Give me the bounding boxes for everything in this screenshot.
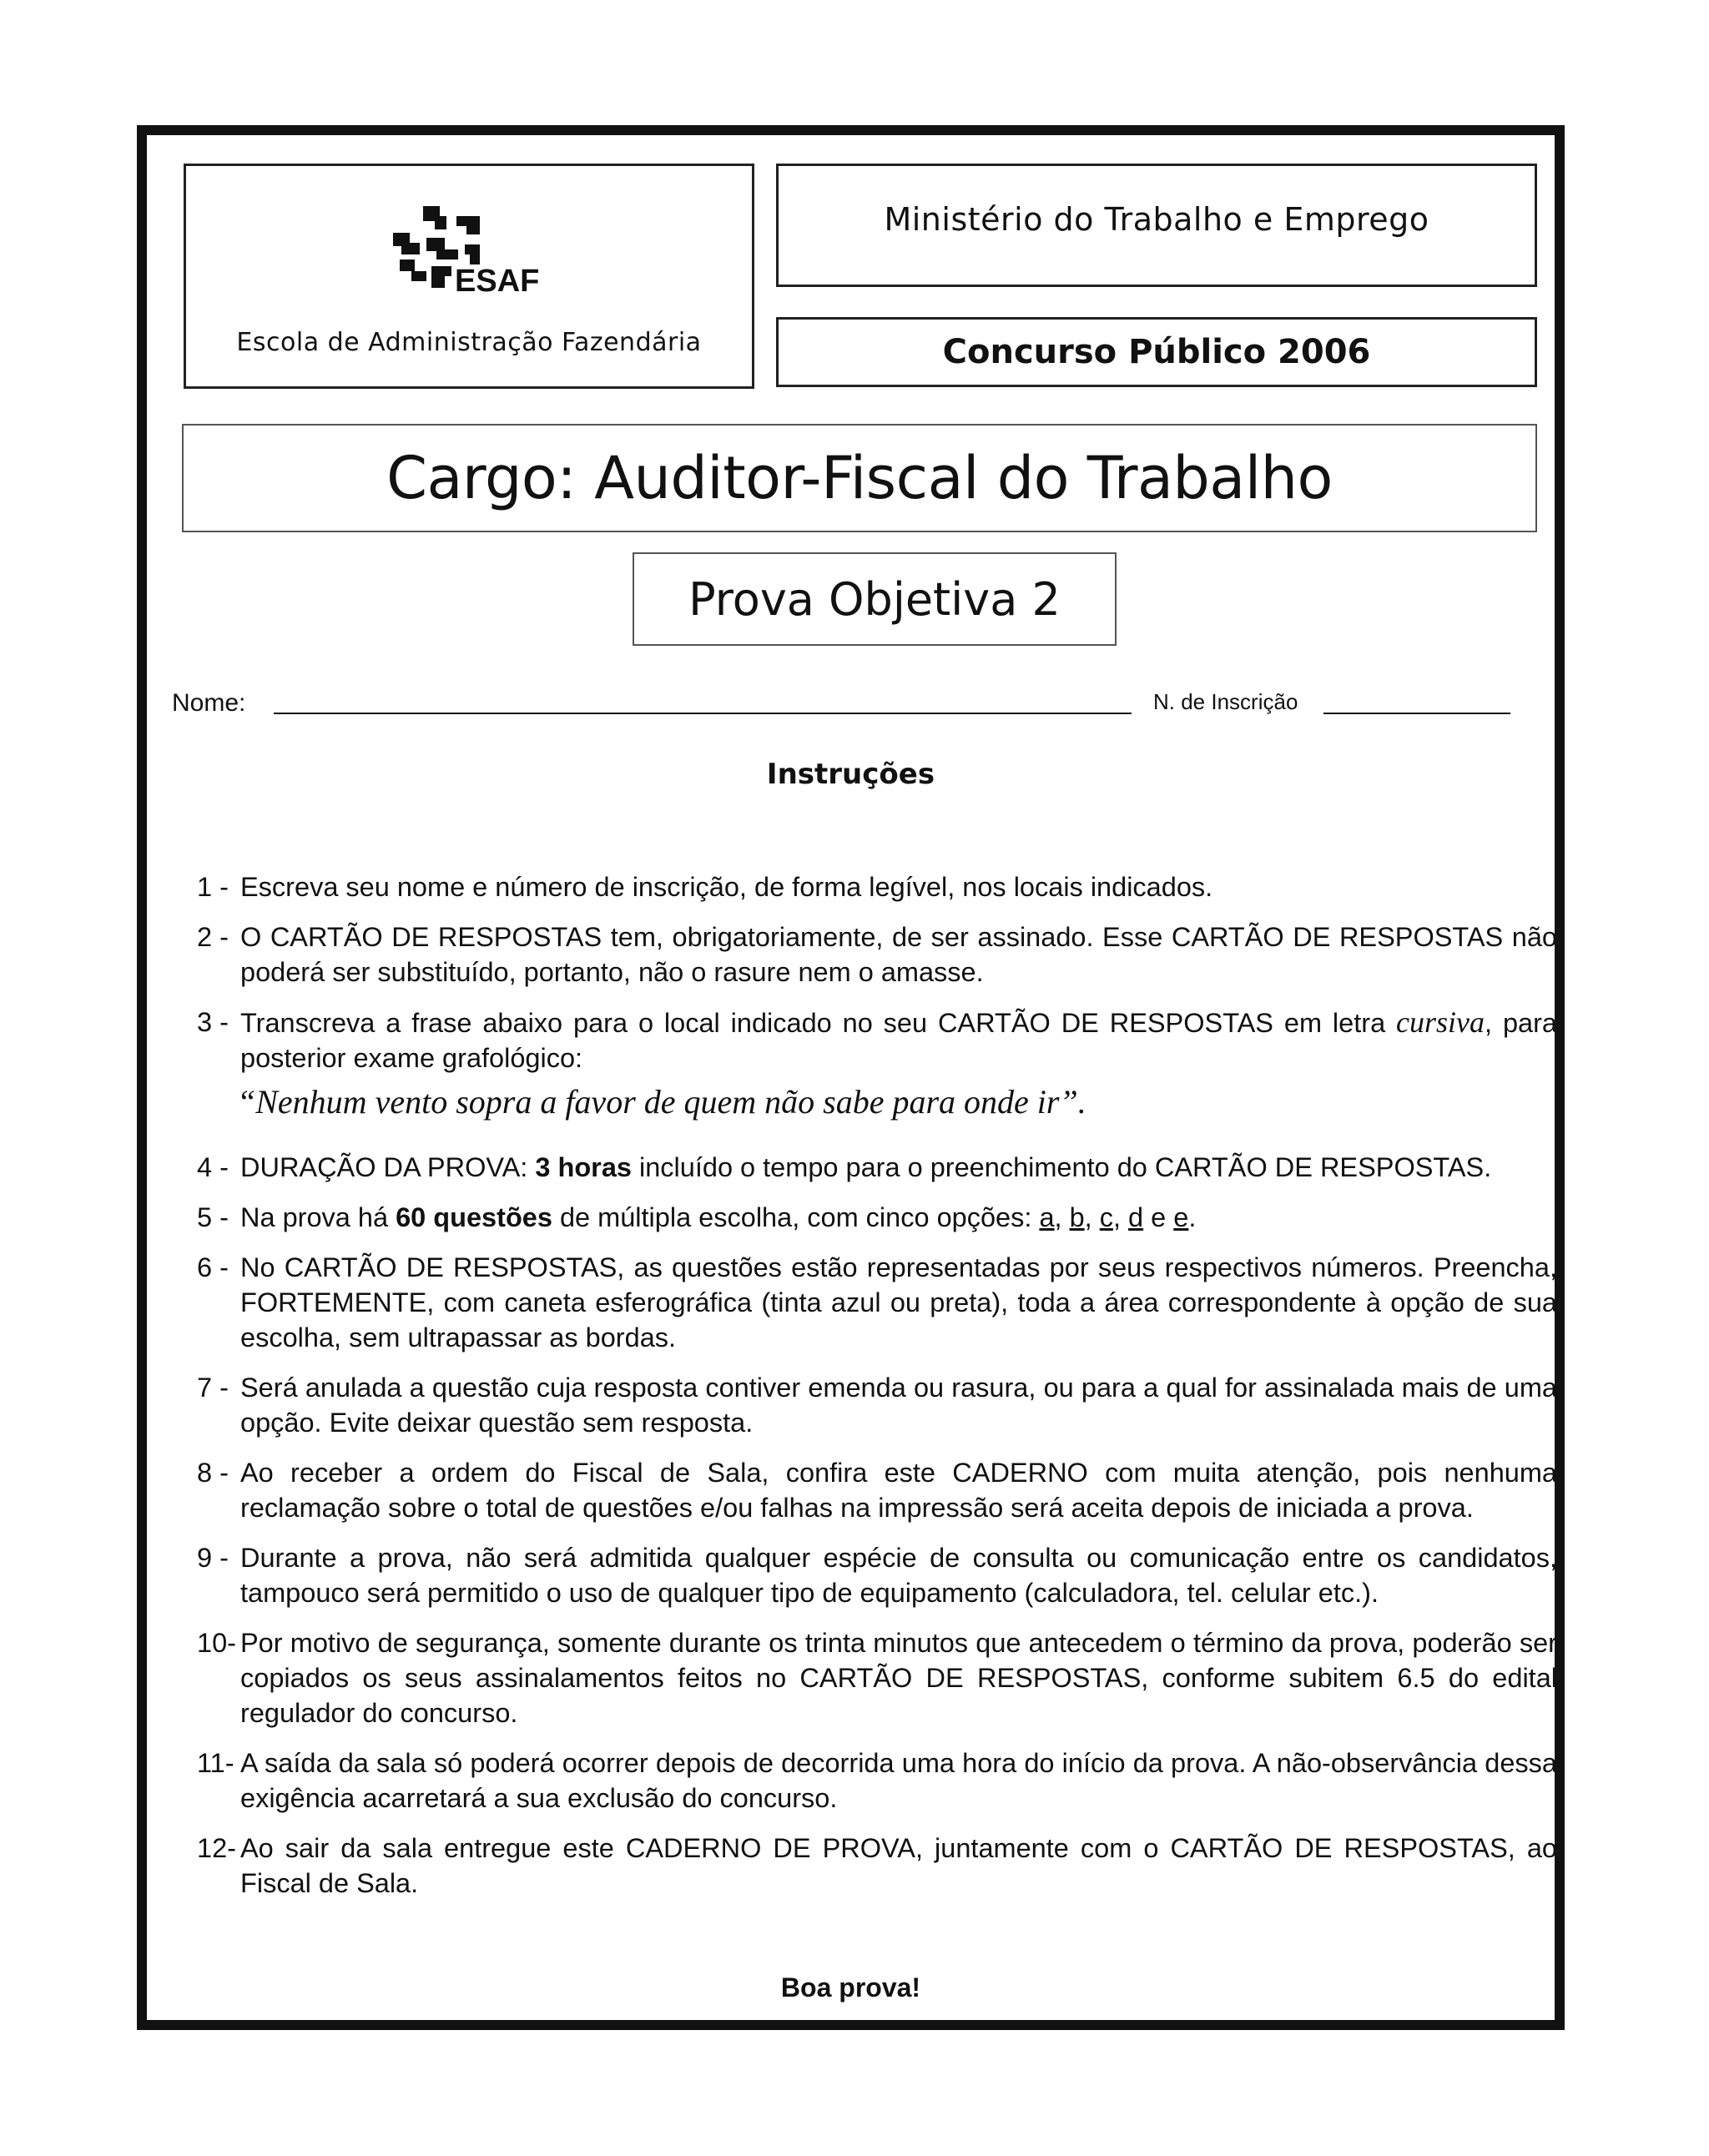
ministry-box <box>776 164 1537 287</box>
instruction-item: 9 - Durante a prova, não será admitida qualquer espécie de consulta ou comunicação entre os candidatos, tampouco será permitido o uso de qualquer tipo de equipamento (calculadora, tel. celular etc.). <box>197 1543 1557 1608</box>
instruction-item: 3 - Transcreva a frase abaixo para o local indicado no seu CARTÃO DE RESPOSTAS em letra cursiva, para posterior exame grafológico: <box>197 1005 1558 1073</box>
instructions-list <box>197 869 1557 1916</box>
instruction-item: 4 - DURAÇÃO DA PROVA: 3 horas incluído o tempo para o preenchimento do CARTÃO DE RESPOSTAS. <box>197 1152 1492 1182</box>
instruction-item: 5 - Na prova há 60 questões de múltipla escolha, com cinco opções: a, b, c, d e e. <box>197 1202 1197 1232</box>
instruction-item: 6 - No CARTÃO DE RESPOSTAS, as questões estão representadas por seus respectivos números. Preencha, FORTEMENTE, com caneta esferográfica (tinta azul ou preta), toda a área correspondente à opção de sua escolha, sem ultrapassar as bordas. <box>197 1252 1557 1353</box>
prova-box <box>633 552 1117 646</box>
inscricao-field[interactable] <box>1323 713 1510 714</box>
esaf-logo <box>393 204 557 296</box>
prova-title: Prova Objetiva 2 <box>688 572 1061 626</box>
instruction-item: 2 - O CARTÃO DE RESPOSTAS tem, obrigatoriamente, de ser assinado. Esse CARTÃO DE RESPOSTAS não poderá ser substituído, portanto, não o rasure nem o amasse. <box>197 922 1557 987</box>
instruction-item: 8 - Ao receber a ordem do Fiscal de Sala, confira este CADERNO com muita atenção, pois nenhuma reclamação sobre o total de questões e/ou falhas na impressão será aceita depois de iniciada a prova. <box>197 1458 1557 1523</box>
logo-text: ESAF <box>455 264 540 296</box>
instruction-item: 11- A saída da sala só poderá ocorrer depois de decorrida uma hora do início da prova. A não-observância dessa exigência acarretará a sua exclusão do concurso. <box>197 1748 1557 1813</box>
nome-field[interactable] <box>274 713 1132 714</box>
page-frame <box>137 125 1565 2030</box>
instruction-item: 12- Ao sair da sala entregue este CADERNO DE PROVA, juntamente com o CARTÃO DE RESPOSTAS, ao Fiscal de Sala. <box>197 1833 1557 1898</box>
nome-label: Nome: <box>172 689 246 717</box>
instruction-item: 7 - Será anulada a questão cuja resposta contiver emenda ou rasura, ou para a qual for assinalada mais de uma opção. Evite deixar questão sem resposta. <box>197 1373 1557 1438</box>
cargo-box <box>182 424 1537 532</box>
instruction-item: 10- Por motivo de segurança, somente durante os trinta minutos que antecedem o término da prova, poderão ser copiados os seus assinalamentos feitos no CARTÃO DE RESPOSTAS, conforme subitem 6.5 do edital regulador do concurso. <box>197 1628 1557 1728</box>
school-name: Escola de Administração Fazendária <box>236 328 702 357</box>
inscricao-label: N. de Inscrição <box>1153 689 1298 714</box>
ministry-name: Ministério do Trabalho e Emprego <box>884 201 1429 238</box>
institution-box <box>184 164 754 389</box>
contest-box <box>776 317 1537 387</box>
contest-title: Concurso Público 2006 <box>942 333 1371 371</box>
instruction-item: 1 - Escreva seu nome e número de inscrição, de forma legível, nos locais indicados. <box>197 872 1213 902</box>
cargo-title: Cargo: Auditor-Fiscal do Trabalho <box>386 444 1333 512</box>
instructions-title: Instruções <box>766 758 935 791</box>
closing-text: Boa prova! <box>780 1972 921 2002</box>
quote-phrase: “Nenhum vento sopra a favor de quem não sabe para onde ir”. <box>237 1083 1086 1121</box>
